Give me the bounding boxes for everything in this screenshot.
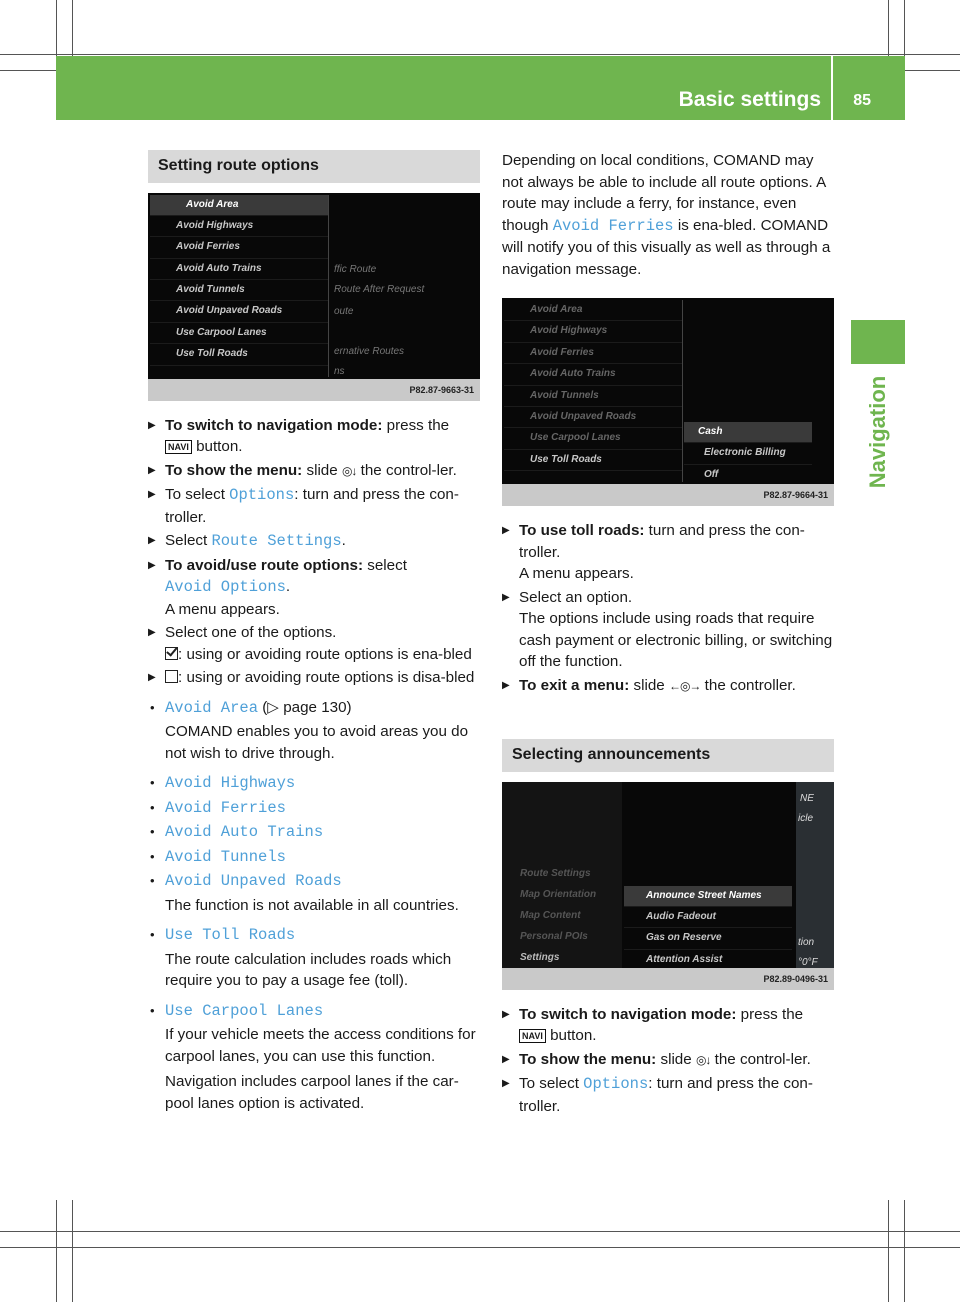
step-text: select — [363, 556, 407, 574]
menu-term: Use Carpool Lanes — [165, 1001, 324, 1020]
instruction-step — [148, 415, 480, 458]
controller-slide-down-icon: ◎↓ — [695, 1052, 711, 1067]
option-note — [148, 667, 480, 689]
step-result: A menu appears. — [165, 600, 280, 618]
step-text: the control-ler. — [356, 461, 457, 479]
menu-term: Options — [583, 1075, 649, 1093]
instruction-step — [148, 622, 480, 665]
screenshot-menu-item: Avoid Ferries — [150, 237, 328, 258]
list-item — [148, 697, 480, 720]
screenshot-left-item: Route Settings — [520, 867, 591, 879]
page-reference: (▷ page 130) — [258, 698, 352, 716]
screenshot-right-item: ns — [334, 365, 345, 377]
instruction-step — [502, 520, 834, 585]
menu-term: Avoid Ferries — [165, 798, 286, 817]
screenshot-toll-roads — [502, 298, 834, 506]
screenshot-menu-item: Avoid Auto Trains — [504, 364, 682, 385]
crop-mark — [56, 1200, 57, 1302]
menu-term: Avoid Tunnels — [165, 847, 286, 866]
menu-term: Avoid Ferries — [552, 216, 674, 235]
chapter-label: Navigation — [865, 375, 890, 489]
item-description: The function is not available in all countries. — [165, 896, 459, 914]
instruction-step — [148, 460, 480, 483]
screenshot-submenu-item: Cash — [684, 422, 812, 443]
step-text: turn and press the con-troller. — [519, 522, 805, 561]
screenshot-right-item: ffic Route — [334, 263, 377, 275]
screenshot-menu-item: Avoid Unpaved Roads — [150, 301, 328, 322]
step-text: Select one of the options. — [165, 624, 337, 641]
section-title: Selecting announcements — [502, 739, 834, 772]
menu-term: Avoid Area — [165, 698, 259, 717]
list-item — [148, 846, 480, 869]
screenshot-mid-item: Attention Assist — [624, 950, 792, 971]
item-description: Navigation includes carpool lanes if the car-pool lanes option is activated. — [165, 1073, 459, 1112]
screenshot-menu-item: Avoid Area — [150, 195, 328, 216]
screenshot-menu-item: Use Carpool Lanes — [504, 428, 682, 449]
step-text: Select — [165, 532, 212, 549]
item-description: COMAND enables you to avoid areas you do not wish to drive through. — [165, 723, 469, 762]
screenshot-menu-item: Avoid Highways — [150, 216, 328, 237]
step-lead: To show the menu: — [519, 1050, 657, 1068]
header-divider — [831, 56, 833, 120]
step-text: slide — [302, 461, 342, 479]
controller-slide-down-icon: ◎↓ — [341, 463, 357, 478]
screenshot-menu-item: Avoid Ferries — [504, 343, 682, 364]
header-title: Basic settings — [678, 88, 821, 111]
menu-term: Avoid Auto Trains — [165, 823, 324, 841]
step-text: press the — [736, 1005, 804, 1023]
step-lead: To exit a menu: — [519, 676, 630, 694]
screenshot-menu-item: Avoid Highways — [504, 321, 682, 342]
checkbox-checked-icon — [165, 647, 178, 660]
screenshot-route-options — [148, 193, 480, 401]
screenshot-submenu-item: Electronic Billing — [684, 443, 812, 464]
screenshot-submenu-item: Off — [684, 465, 812, 486]
step-lead: To switch to navigation mode: — [519, 1005, 737, 1023]
step-lead: To show the menu: — [165, 461, 303, 479]
step-text: : turn and press the con-troller. — [165, 486, 459, 526]
list-item — [148, 870, 480, 893]
step-text: : turn and press the con-troller. — [519, 1075, 813, 1115]
screenshot-menu-item: Use Toll Roads — [150, 344, 328, 365]
instruction-step — [502, 1073, 834, 1117]
instruction-step — [502, 1049, 834, 1072]
menu-term: Use Toll Roads — [165, 926, 296, 944]
screenshot-menu-item: Avoid Unpaved Roads — [504, 407, 682, 428]
step-result: A menu appears. — [519, 565, 634, 582]
step-lead: To use toll roads: — [519, 522, 645, 539]
screenshot-mid-item: Gas on Reserve — [624, 928, 792, 949]
screenshot-menu-item: Avoid Auto Trains — [150, 259, 328, 280]
screenshot-submenu — [684, 422, 812, 486]
page-number: 85 — [853, 92, 871, 109]
intro-paragraph — [502, 150, 834, 280]
screenshot-caption: P82.87-9664-31 — [502, 484, 834, 506]
screenshot-right-item: oute — [334, 305, 354, 317]
crop-mark — [0, 1231, 960, 1232]
screenshot-right-item: NE — [800, 792, 814, 804]
screenshot-menu-item: Use Carpool Lanes — [150, 323, 328, 344]
step-text: : using or avoiding route options is disa-bled — [178, 669, 475, 686]
screenshot-right-item: tion — [798, 936, 815, 948]
crop-mark — [72, 1200, 73, 1302]
instruction-step — [148, 555, 480, 621]
screenshot-left-item: Settings — [520, 951, 560, 963]
step-text: Select an option. — [519, 588, 633, 606]
instruction-step — [502, 587, 834, 673]
list-item — [148, 924, 480, 947]
screenshot-right-item: Route After Request — [334, 283, 425, 295]
screenshot-left-item: Personal POIs — [520, 930, 588, 942]
step-text: To select — [519, 1075, 584, 1092]
paragraph-text: is ena-bled. COMAND will notify you of this visually as well as through a navigation message. — [502, 216, 831, 278]
step-text: To select — [165, 486, 230, 503]
step-text: slide — [629, 676, 669, 694]
screenshot-menu-item: Avoid Area — [504, 300, 682, 321]
menu-term: Route Settings — [211, 532, 342, 550]
item-description: The route calculation includes roads which require you to pay a usage fee (toll). — [165, 950, 452, 989]
list-item — [148, 772, 480, 795]
step-lead: To switch to navigation mode: — [165, 416, 383, 434]
screenshot-announcements — [502, 782, 834, 990]
screenshot-mid-item: Announce Street Names — [624, 886, 792, 907]
screenshot-left-item: Map Orientation — [520, 888, 597, 900]
right-column — [502, 150, 834, 1119]
instruction-step — [502, 1004, 834, 1047]
instruction-step — [148, 484, 480, 528]
screenshot-right-item: icle — [798, 812, 814, 824]
screenshot-left-item: Map Content — [520, 909, 581, 921]
list-item — [148, 797, 480, 820]
screenshot-right-item: °0°F — [798, 956, 818, 968]
screenshot-caption: P82.87-9663-31 — [148, 379, 480, 401]
crop-mark — [0, 1247, 960, 1248]
checkbox-empty-icon — [165, 670, 178, 683]
step-text: button. — [191, 438, 243, 455]
step-text: button. — [545, 1027, 597, 1044]
screenshot-map-strip — [796, 782, 834, 968]
navi-button-icon: NAVI — [519, 1029, 546, 1043]
screenshot-menu-item: Use Toll Roads — [504, 450, 682, 471]
screenshot-menu-item: Avoid Tunnels — [150, 280, 328, 301]
paragraph-text: Depending on local conditions, COMAND may not always be able to include all route options. A route may include a ferry, for instance, even though — [502, 152, 826, 234]
step-text: . — [341, 532, 346, 549]
screenshot-mid-pane — [624, 886, 792, 972]
instruction-step — [502, 675, 834, 698]
menu-term: Avoid Highways — [165, 774, 296, 792]
list-item — [148, 1000, 480, 1023]
step-lead: To avoid/use route options: — [165, 556, 364, 574]
step-text: the controller. — [700, 676, 796, 694]
menu-term: Avoid Options — [165, 578, 286, 596]
screenshot-right-item: ernative Routes — [334, 345, 405, 357]
screenshot-menu — [504, 300, 683, 482]
item-description: If your vehicle meets the access conditions for carpool lanes, you can use this function. — [165, 1026, 476, 1065]
screenshot-left-pane — [502, 782, 622, 968]
step-text: . — [285, 578, 291, 595]
navi-button-icon: NAVI — [165, 440, 192, 454]
page-header — [56, 56, 905, 120]
step-text: the control-ler. — [710, 1050, 811, 1068]
screenshot-menu-item: Avoid Tunnels — [504, 386, 682, 407]
crop-mark — [0, 54, 960, 55]
left-column — [148, 150, 480, 1114]
crop-mark — [904, 1200, 905, 1302]
step-text: press the — [382, 416, 450, 434]
section-title: Setting route options — [148, 150, 480, 183]
menu-term: Options — [229, 486, 295, 504]
controller-slide-lr-icon: ←◎→ — [668, 678, 701, 693]
step-text: slide — [656, 1050, 696, 1068]
menu-term: Avoid Unpaved Roads — [165, 872, 342, 890]
chapter-tab — [851, 320, 905, 364]
crop-mark — [888, 1200, 889, 1302]
list-item — [148, 821, 480, 844]
screenshot-mid-item: Audio Fadeout — [624, 907, 792, 928]
instruction-step — [148, 530, 480, 553]
step-text: : using or avoiding route options is ena-bled — [178, 645, 472, 663]
screenshot-menu — [150, 195, 329, 377]
step-result: The options include using roads that require cash payment or electronic billing, or switching off the function. — [519, 610, 833, 670]
screenshot-caption: P82.89-0496-31 — [502, 968, 834, 990]
